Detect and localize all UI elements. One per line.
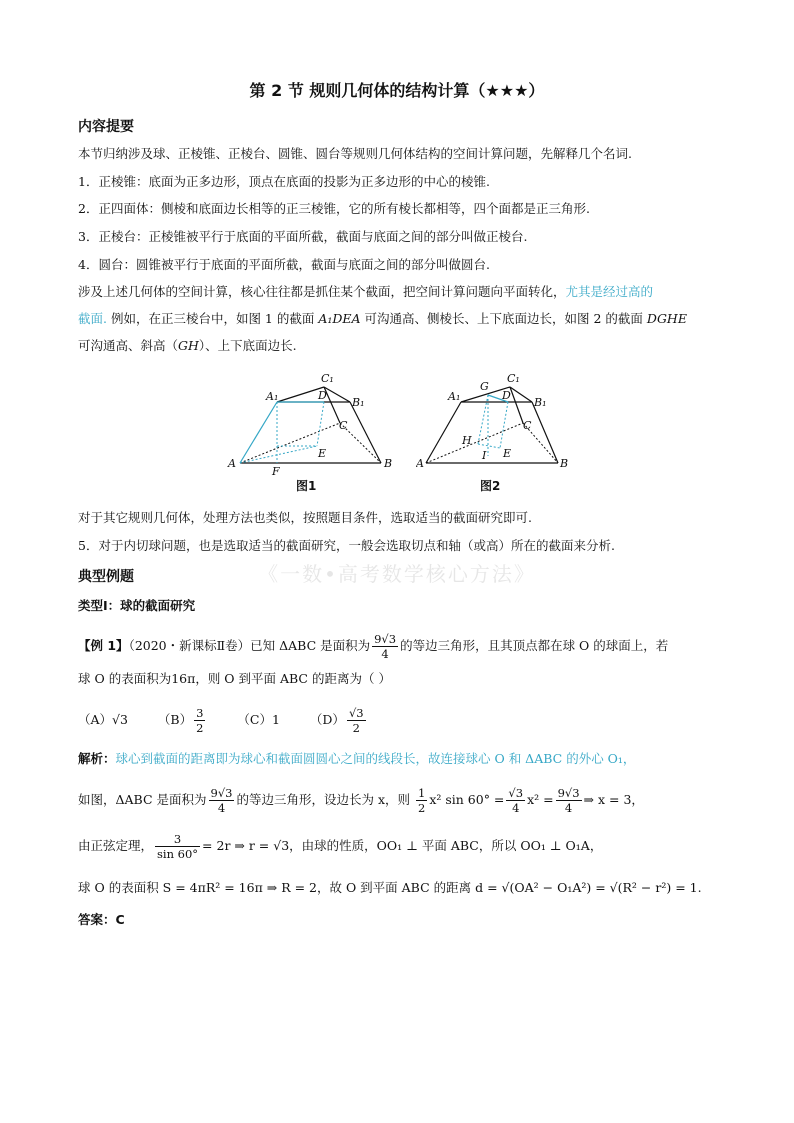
- para1c-highlight: 截面.: [78, 311, 107, 326]
- example-area-fraction: $\frac{9√3}{4}$: [374, 632, 397, 661]
- example-source: （2020・新课标Ⅱ卷）: [128, 638, 251, 653]
- paragraph-1-line-2: [78, 310, 728, 328]
- para1i: GH: [178, 338, 199, 353]
- paragraph-1-line-1: [78, 283, 728, 301]
- item-4: 4．圆台：圆锥被平行于底面的平面所截，截面与底面之间的部分叫做圆台.: [78, 257, 490, 272]
- example-q1a: 已知 ΔABC 是面积为: [250, 638, 371, 653]
- solution-s3b: = 2r ⇒ r = √3，由球的性质，OO₁ ⊥ 平面 ABC，所以 OO₁ ⊥ O₁A，: [202, 838, 603, 853]
- item-3: 3．正棱台：正棱锥被平行于底面的平面所截，截面与底面之间的部分叫做正棱台.: [78, 229, 528, 244]
- para1d: 例如，在正三棱台中，如图 1 的截面: [106, 311, 319, 326]
- solution-s2c: x² sin 60° =: [429, 792, 505, 807]
- fig2-label-g: G: [480, 380, 489, 393]
- example-question-line-2: 球 O 的表面积为16π，则 O 到平面 ABC 的距离为（ ）: [78, 671, 391, 686]
- example-question-line-1: [78, 632, 728, 661]
- option-c: （C）1: [237, 712, 280, 727]
- solution-s2e: ⇒ x = 3，: [583, 792, 644, 807]
- figure-2-caption: 图2: [480, 479, 501, 493]
- solution-s2a: 如图，ΔABC 是面积为: [78, 792, 207, 807]
- figure-2-frustum: [416, 366, 586, 496]
- solution-sine-fraction: $\frac{3}{\sin 60^\circ}$: [157, 832, 199, 861]
- fig2-label-h: H: [462, 434, 472, 447]
- fig2-label-d: D: [502, 389, 511, 402]
- fig1-label-e: E: [318, 447, 327, 460]
- fig1-label-b: B: [384, 457, 393, 470]
- option-a: （A）√3: [78, 712, 128, 727]
- para1j: ）、上下底面边长.: [198, 338, 297, 353]
- intro-text: 本节归纳涉及球、正棱锥、正棱台、圆锥、圆台等规则几何体结构的空间计算问题，先解释几个名词.: [78, 146, 632, 161]
- para1g: DGHE: [646, 311, 687, 326]
- item-2: 2．正四面体：侧棱和底面边长相等的正三棱锥，它的所有棱长都相等，四个面都是正三角形.: [78, 201, 590, 216]
- fig2-label-c: C: [523, 419, 532, 432]
- fig1-label-b1: B₁: [352, 396, 365, 409]
- type-heading: 类型Ⅰ：球的截面研究: [78, 598, 196, 613]
- solution-line-1: [78, 750, 728, 768]
- solution-line-3: [78, 832, 728, 861]
- paragraph-1-line-3: [78, 337, 728, 355]
- fig2-label-a1: A₁: [448, 390, 461, 403]
- solution-label: 解析：: [78, 751, 116, 766]
- solution-root3-quarter: $\frac{√3}{4}$: [508, 786, 524, 815]
- solution-s1: 球心到截面的距离即为球心和截面圆圆心之间的线段长，故连接球心 O 和 ΔABC 的外心 O₁，: [115, 751, 636, 766]
- solution-s2d: x² =: [527, 792, 554, 807]
- item-1: 1．正棱锥：底面为正多边形，顶点在底面的投影为正多边形的中心的棱锥.: [78, 174, 490, 189]
- solution-line-4: 球 O 的表面积 S = 4πR² = 16π ⇒ R = 2，故 O 到平面 ABC 的距离 d = √(OA² − O₁A²) = √(R² − r²) = 1.: [78, 880, 702, 895]
- fig1-label-c: C: [339, 419, 348, 432]
- fig2-label-a: A: [416, 457, 424, 470]
- example-tag: 【例 1】: [78, 638, 129, 653]
- solution-line-2: [78, 786, 728, 815]
- example-options: [78, 706, 728, 735]
- fig1-label-d: D: [318, 389, 327, 402]
- option-d-prefix: （D）: [309, 712, 345, 727]
- fig2-label-b: B: [560, 457, 569, 470]
- option-b-fraction: $\frac{3}{2}$: [196, 706, 204, 735]
- solution-area-fraction: $\frac{9√3}{4}$: [210, 786, 233, 815]
- solution-s2b: 的等边三角形，设边长为 x，则: [236, 792, 411, 807]
- solution-half-fraction: $\frac{1}{2}$: [418, 786, 426, 815]
- fig2-label-e: E: [503, 447, 512, 460]
- para1b-highlight: 尤其是经过高的: [565, 284, 654, 299]
- figure-1-frustum: [226, 366, 396, 496]
- para1e: A₁DEA: [318, 311, 361, 326]
- fig2-label-i: I: [482, 449, 487, 462]
- example-q1b: 的等边三角形，且其顶点都在球 O 的球面上，若: [400, 638, 669, 653]
- para1f: 可沟通高、侧棱长、上下底面边长，如图 2 的截面: [360, 311, 647, 326]
- watermark: 《一数•高考数学核心方法》: [258, 562, 536, 586]
- paragraph-2: 对于其它规则几何体，处理方法也类似，按照题目条件，选取适当的截面研究即可.: [78, 510, 532, 525]
- option-b-prefix: （B）: [157, 712, 193, 727]
- answer: 答案：C: [78, 912, 125, 927]
- fig1-label-f: F: [272, 465, 280, 478]
- para1h: 可沟通高、斜高（: [78, 338, 179, 353]
- section-heading-examples: 典型例题: [78, 569, 134, 585]
- para1a: 涉及上述几何体的空间计算，核心往往都是抓住某个截面，把空间计算问题向平面转化，: [78, 284, 566, 299]
- option-d-fraction: $\frac{√3}{2}$: [348, 706, 364, 735]
- fig1-label-a: A: [228, 457, 236, 470]
- fig1-label-c1: C₁: [321, 372, 334, 385]
- fig2-label-c1: C₁: [507, 372, 520, 385]
- fig2-label-b1: B₁: [534, 396, 547, 409]
- page-title: 第 2 节 规则几何体的结构计算（★★★）: [249, 81, 545, 100]
- figure-1-caption: 图1: [296, 479, 317, 493]
- item-5: 5．对于内切球问题，也是选取适当的截面研究，一般会选取切点和轴（或高）所在的截面来分析.: [78, 538, 615, 553]
- solution-area-fraction-2: $\frac{9√3}{4}$: [557, 786, 580, 815]
- fig1-label-a1: A₁: [266, 390, 279, 403]
- solution-s3a: 由正弦定理，: [78, 838, 154, 853]
- section-heading-summary: 内容提要: [78, 119, 134, 135]
